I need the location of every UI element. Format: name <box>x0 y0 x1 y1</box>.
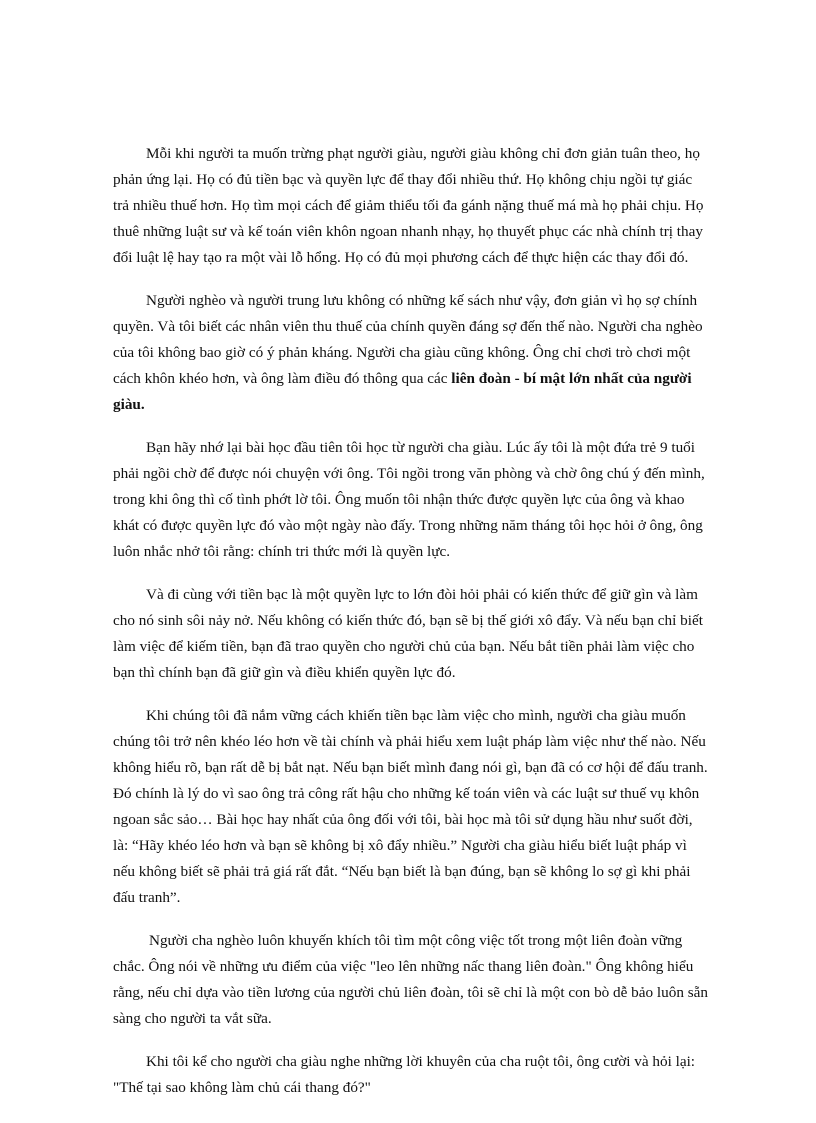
paragraph-5-text: Khi chúng tôi đã nắm vững cách khiến tiền bạc làm việc cho mình, người cha giàu muốn chúng tôi trở nên khéo léo hơn về tài chính và phải hiểu xem luật pháp làm việc như thế nào. Nếu không hiểu rõ, bạn rất dễ bị bắt nạt. Nếu bạn biết mình đang nói gì, bạn đã có cơ hội để đấu tranh. Đó chính là lý do vì sao ông trả công rất hậu cho những kế toán viên và các luật sư thuế vụ khôn ngoan sắc sảo… Bài học hay nhất của ông đối với tôi, bài học mà tôi sử dụng hầu như suốt đời, là: “Hãy khéo léo hơn và bạn sẽ không bị xô đẩy nhiều.” Người cha giàu hiểu biết luật pháp vì nếu không biết sẽ phải trả giá rất đắt. “Nếu bạn biết là bạn đúng, bạn sẽ không lo sợ gì khi phải đấu tranh”. <box>113 707 708 906</box>
paragraph-2-bold-phrase: liên đoàn - bí mật lớn nhất của người giàu. <box>113 370 692 413</box>
paragraph-7-text: Khi tôi kể cho người cha giàu nghe những lời khuyên của cha ruột tôi, ông cười và hỏi lại: "Thế tại sao không làm chủ cái thang đó?" <box>113 1053 696 1096</box>
paragraph-6-text: Người cha nghèo luôn khuyến khích tôi tìm một công việc tốt trong một liên đoàn vững chắc. Ông nói về những ưu điểm của việc "leo lên những nấc thang liên đoàn." Ông không hiểu rằng, nếu chỉ dựa vào tiền lương của người chủ liên đoàn, tôi sẽ chỉ là một con bò dễ bảo luôn sẵn sàng cho người ta vắt sữa. <box>113 932 708 1027</box>
document-body <box>113 141 709 1118</box>
paragraph-4 <box>113 582 709 686</box>
paragraph-2 <box>113 288 709 418</box>
paragraph-3 <box>113 435 709 565</box>
paragraph-5 <box>113 703 709 911</box>
paragraph-2-text: Người nghèo và người trung lưu không có những kế sách như vậy, đơn giản vì họ sợ chính quyền. Và tôi biết các nhân viên thu thuế của chính quyền đáng sợ đến thế nào. Người cha nghèo của tôi không bao giờ có ý phản kháng. Người cha giàu cũng không. Ông chỉ chơi trò chơi một cách khôn khéo hơn, và ông làm điều đó thông qua các <box>113 292 703 387</box>
paragraph-1 <box>113 141 709 271</box>
paragraph-7 <box>113 1049 709 1101</box>
paragraph-6 <box>113 928 709 1032</box>
paragraph-4-text: Và đi cùng với tiền bạc là một quyền lực to lớn đòi hỏi phải có kiến thức để giữ gìn và làm cho nó sinh sôi nảy nở. Nếu không có kiến thức đó, bạn sẽ bị thế giới xô đẩy. Và nếu bạn chỉ biết làm việc để kiếm tiền, bạn đã trao quyền cho người chủ của bạn. Nếu bắt tiền phải làm việc cho bạn thì chính bạn đã giữ gìn và điều khiển quyền lực đó. <box>113 586 703 681</box>
paragraph-1-text: Mỗi khi người ta muốn trừng phạt người giàu, người giàu không chỉ đơn giản tuân theo, họ phản ứng lại. Họ có đủ tiền bạc và quyền lực để thay đổi nhiều thứ. Họ không chịu ngồi tự giác trả nhiều thuế hơn. Họ tìm mọi cách để giảm thiểu tối đa gánh nặng thuế má mà họ phải chịu. Họ thuê những luật sư và kế toán viên khôn ngoan nhanh nhạy, họ thuyết phục các nhà chính trị thay đổi luật lệ hay tạo ra một vài lỗ hổng. Họ có đủ mọi phương cách để thực hiện các thay đổi đó. <box>113 145 704 266</box>
paragraph-3-text: Bạn hãy nhớ lại bài học đầu tiên tôi học từ người cha giàu. Lúc ấy tôi là một đứa trẻ 9 tuổi phải ngồi chờ để được nói chuyện với ông. Tôi ngồi trong văn phòng và chờ ông chú ý đến mình, trong khi ông thì cố tình phớt lờ tôi. Ông muốn tôi nhận thức được quyền lực của ông và khao khát có được quyền lực đó vào một ngày nào đấy. Trong những năm tháng tôi học hỏi ở ông, ông luôn nhắc nhở tôi rằng: chính tri thức mới là quyền lực. <box>113 439 705 560</box>
